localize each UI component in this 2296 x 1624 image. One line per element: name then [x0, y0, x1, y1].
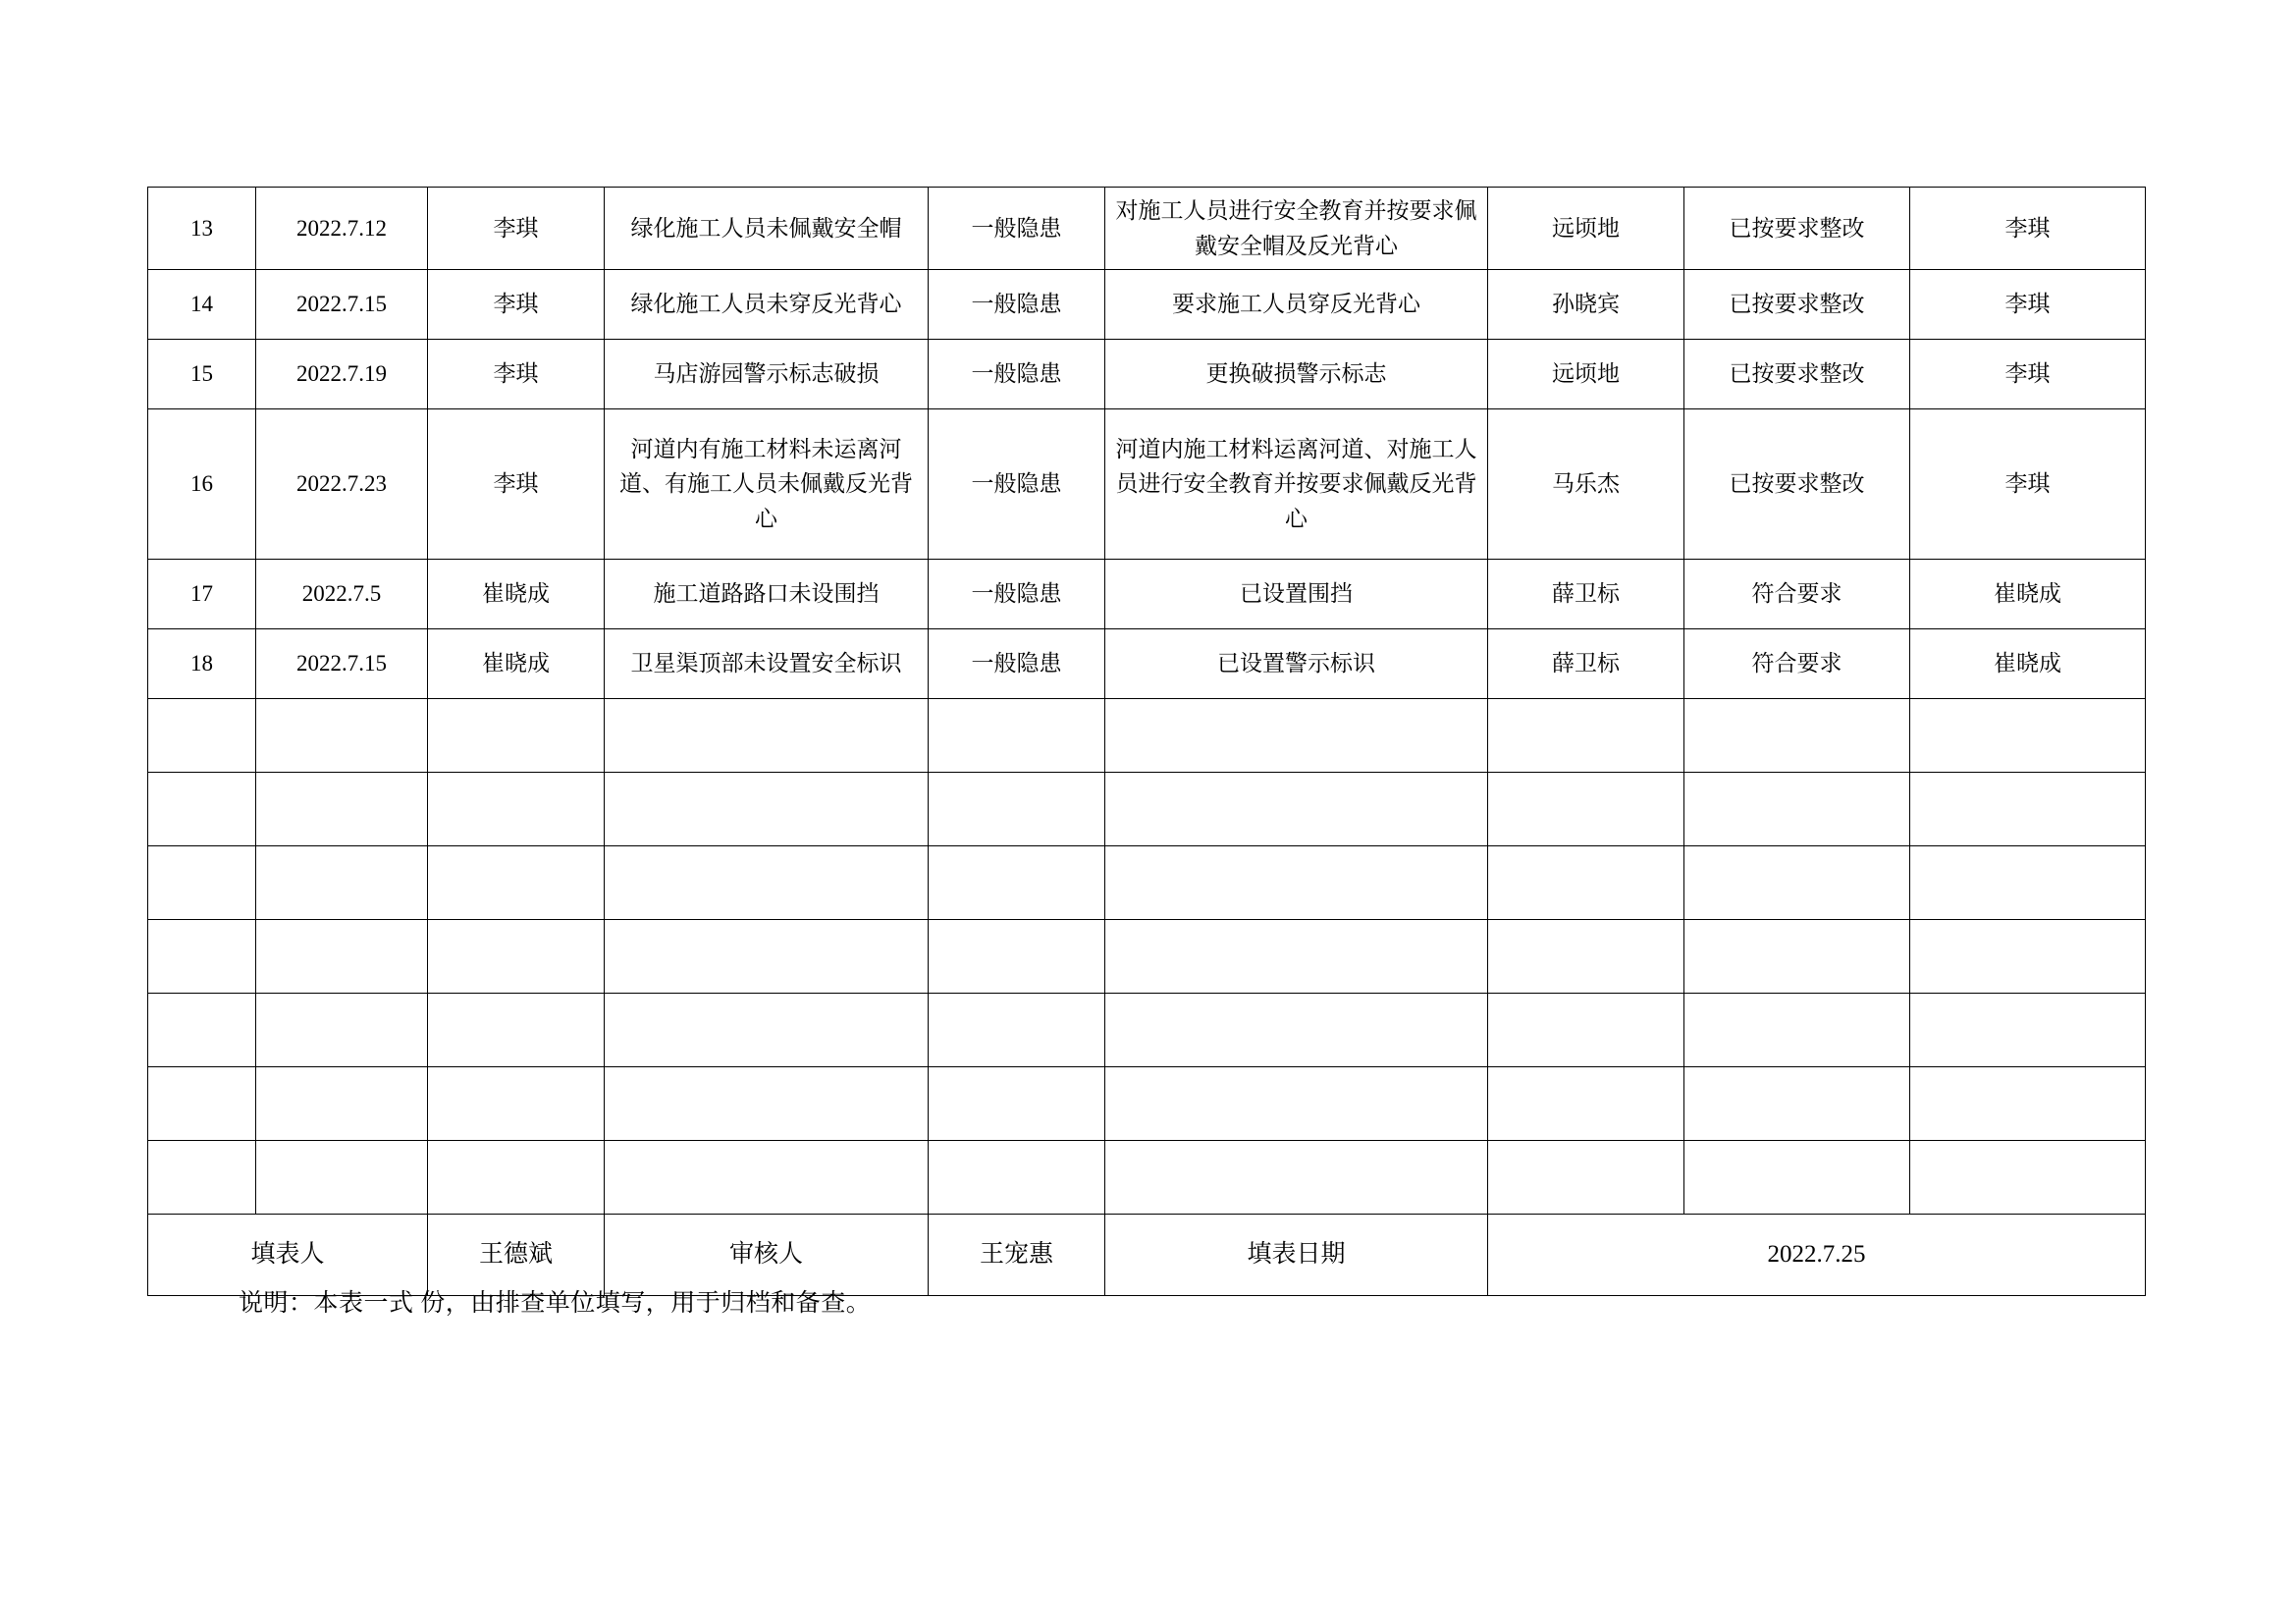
footer-reviewer-value: 王宠惠 [929, 1215, 1105, 1296]
cell-empty [1488, 846, 1684, 920]
cell-empty [1910, 994, 2146, 1067]
table-row [148, 270, 2146, 340]
cell-status: 已按要求整改 [1684, 340, 1910, 409]
cell-empty [1488, 773, 1684, 846]
cell-reviewer: 李琪 [1910, 188, 2146, 270]
cell-date: 2022.7.5 [256, 560, 428, 629]
table-row-empty [148, 920, 2146, 994]
cell-empty [1684, 920, 1910, 994]
cell-empty [256, 1141, 428, 1215]
cell-empty [1684, 773, 1910, 846]
table-row-empty [148, 773, 2146, 846]
cell-inspector: 李琪 [428, 340, 605, 409]
cell-no: 18 [148, 629, 256, 699]
cell-measure: 对施工人员进行安全教育并按要求佩戴安全帽及反光背心 [1105, 188, 1488, 270]
footer-date-label: 填表日期 [1105, 1215, 1488, 1296]
cell-level: 一般隐患 [929, 340, 1105, 409]
cell-empty [605, 920, 929, 994]
cell-empty [605, 1067, 929, 1141]
cell-empty [605, 699, 929, 773]
table-row-empty [148, 1067, 2146, 1141]
cell-level: 一般隐患 [929, 270, 1105, 340]
cell-empty [1684, 699, 1910, 773]
cell-empty [929, 846, 1105, 920]
cell-empty [929, 1067, 1105, 1141]
cell-empty [256, 920, 428, 994]
cell-empty [1910, 773, 2146, 846]
cell-empty [605, 773, 929, 846]
cell-hazard: 绿化施工人员未佩戴安全帽 [605, 188, 929, 270]
cell-measure: 已设置警示标识 [1105, 629, 1488, 699]
cell-reviewer: 李琪 [1910, 340, 2146, 409]
cell-empty [1105, 773, 1488, 846]
cell-empty [929, 1141, 1105, 1215]
cell-empty [1105, 699, 1488, 773]
cell-empty [1105, 994, 1488, 1067]
table-row-empty [148, 846, 2146, 920]
cell-measure: 要求施工人员穿反光背心 [1105, 270, 1488, 340]
hazard-inspection-table [147, 187, 2146, 1296]
cell-status: 已按要求整改 [1684, 270, 1910, 340]
cell-empty [148, 1067, 256, 1141]
cell-empty [428, 1141, 605, 1215]
cell-hazard: 马店游园警示标志破损 [605, 340, 929, 409]
cell-empty [256, 773, 428, 846]
cell-empty [1684, 994, 1910, 1067]
cell-empty [1105, 1067, 1488, 1141]
footer-filler-label: 填表人 [148, 1215, 428, 1296]
cell-empty [929, 994, 1105, 1067]
cell-owner: 远顷地 [1488, 188, 1684, 270]
cell-empty [605, 1141, 929, 1215]
cell-empty [1488, 699, 1684, 773]
cell-inspector: 崔晓成 [428, 629, 605, 699]
cell-reviewer: 崔晓成 [1910, 560, 2146, 629]
cell-level: 一般隐患 [929, 188, 1105, 270]
cell-empty [605, 994, 929, 1067]
cell-status: 符合要求 [1684, 560, 1910, 629]
table-row-empty [148, 994, 2146, 1067]
cell-inspector: 李琪 [428, 409, 605, 560]
cell-empty [1684, 1141, 1910, 1215]
cell-empty [256, 846, 428, 920]
cell-empty [929, 920, 1105, 994]
cell-owner: 马乐杰 [1488, 409, 1684, 560]
table-body [148, 188, 2146, 1296]
cell-empty [1488, 1067, 1684, 1141]
cell-empty [1488, 1141, 1684, 1215]
cell-date: 2022.7.12 [256, 188, 428, 270]
cell-no: 15 [148, 340, 256, 409]
cell-empty [929, 773, 1105, 846]
cell-empty [929, 699, 1105, 773]
cell-empty [148, 920, 256, 994]
footer-reviewer-label: 审核人 [605, 1215, 929, 1296]
cell-empty [428, 994, 605, 1067]
cell-inspector: 崔晓成 [428, 560, 605, 629]
table-row [148, 340, 2146, 409]
cell-empty [1910, 699, 2146, 773]
cell-no: 14 [148, 270, 256, 340]
cell-status: 已按要求整改 [1684, 188, 1910, 270]
cell-hazard: 卫星渠顶部未设置安全标识 [605, 629, 929, 699]
table-row [148, 629, 2146, 699]
cell-hazard: 施工道路路口未设围挡 [605, 560, 929, 629]
table-row-empty [148, 1141, 2146, 1215]
cell-empty [1105, 846, 1488, 920]
cell-status: 已按要求整改 [1684, 409, 1910, 560]
cell-reviewer: 崔晓成 [1910, 629, 2146, 699]
cell-empty [1910, 846, 2146, 920]
cell-owner: 薛卫标 [1488, 560, 1684, 629]
cell-empty [1684, 1067, 1910, 1141]
footer-filler-value: 王德斌 [428, 1215, 605, 1296]
cell-empty [148, 846, 256, 920]
cell-no: 16 [148, 409, 256, 560]
cell-level: 一般隐患 [929, 560, 1105, 629]
cell-empty [428, 1067, 605, 1141]
cell-empty [148, 773, 256, 846]
cell-measure: 更换破损警示标志 [1105, 340, 1488, 409]
form-note: 说明：本表一式 份，由排查单位填写，用于归档和备查。 [239, 1290, 872, 1317]
cell-empty [148, 994, 256, 1067]
cell-date: 2022.7.23 [256, 409, 428, 560]
cell-measure: 河道内施工材料运离河道、对施工人员进行安全教育并按要求佩戴反光背心 [1105, 409, 1488, 560]
cell-empty [256, 994, 428, 1067]
hazard-inspection-table-wrapper [147, 187, 2145, 1296]
cell-reviewer: 李琪 [1910, 270, 2146, 340]
cell-empty [1684, 846, 1910, 920]
cell-empty [256, 1067, 428, 1141]
cell-date: 2022.7.19 [256, 340, 428, 409]
cell-inspector: 李琪 [428, 270, 605, 340]
cell-empty [148, 1141, 256, 1215]
cell-no: 13 [148, 188, 256, 270]
cell-empty [1105, 1141, 1488, 1215]
cell-empty [256, 699, 428, 773]
table-row [148, 188, 2146, 270]
cell-empty [428, 846, 605, 920]
cell-date: 2022.7.15 [256, 629, 428, 699]
cell-empty [148, 699, 256, 773]
cell-level: 一般隐患 [929, 409, 1105, 560]
cell-empty [1105, 920, 1488, 994]
cell-empty [1910, 920, 2146, 994]
cell-owner: 远顷地 [1488, 340, 1684, 409]
cell-owner: 孙晓宾 [1488, 270, 1684, 340]
cell-status: 符合要求 [1684, 629, 1910, 699]
footer-date-value: 2022.7.25 [1488, 1215, 2146, 1296]
cell-empty [1488, 994, 1684, 1067]
cell-empty [428, 773, 605, 846]
cell-hazard: 绿化施工人员未穿反光背心 [605, 270, 929, 340]
cell-level: 一般隐患 [929, 629, 1105, 699]
cell-empty [428, 699, 605, 773]
cell-no: 17 [148, 560, 256, 629]
cell-date: 2022.7.15 [256, 270, 428, 340]
table-row-empty [148, 699, 2146, 773]
cell-empty [1488, 920, 1684, 994]
cell-empty [428, 920, 605, 994]
cell-owner: 薛卫标 [1488, 629, 1684, 699]
cell-hazard: 河道内有施工材料未运离河道、有施工人员未佩戴反光背心 [605, 409, 929, 560]
cell-reviewer: 李琪 [1910, 409, 2146, 560]
cell-empty [1910, 1141, 2146, 1215]
cell-empty [605, 846, 929, 920]
cell-measure: 已设置围挡 [1105, 560, 1488, 629]
table-row [148, 409, 2146, 560]
table-row [148, 560, 2146, 629]
cell-empty [1910, 1067, 2146, 1141]
cell-inspector: 李琪 [428, 188, 605, 270]
